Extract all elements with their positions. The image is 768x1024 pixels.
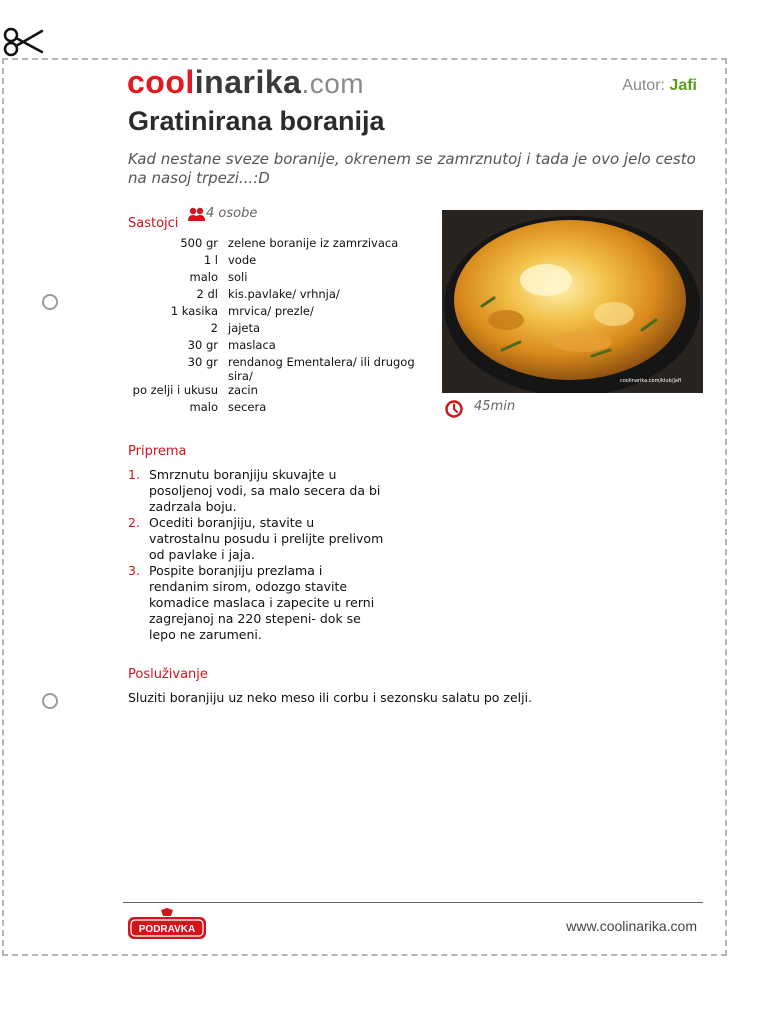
people-icon (188, 207, 206, 221)
ingredient-row: 500 gr zelene boranije iz zamrzivaca (180, 236, 399, 250)
ingredient-row: 30 gr maslaca (187, 338, 276, 352)
preparation-step: 1. Smrznutu boranjiju skuvajte u posoljenoj vodi, sa malo secera da bi zadrzala boju. (128, 467, 381, 514)
punch-hole-icon (42, 294, 58, 310)
clock-icon (444, 399, 464, 419)
ingredient-row: po zelji i ukusu zacin (132, 383, 258, 397)
preparation-step: 3. Pospite boranjiju prezlama i rendanim sirom, odozgo stavite komadice maslaca i zapecite u rerni zagrejanoj na 220 stepeni- dok se lepo ne zarumeni. (128, 563, 375, 642)
servings-count: 4 osobe (206, 206, 258, 221)
scissors-icon (2, 26, 44, 58)
recipe-intro: Kad nestane sveze boranije, okrenem se zamrznutoj i tada je ovo jelo cesto na nasoj trpezi...:D (128, 150, 696, 187)
ingredient-row: 1 l vode (203, 253, 257, 267)
ingredient-row: 2 jajeta (210, 321, 261, 335)
preparation-step: 2. Ocediti boranjiju, stavite u vatrostalnu posudu i prelijte prelivom od pavlake i jaja. (128, 515, 384, 562)
ingredients-table (128, 236, 418, 417)
photo-watermark: coolinarika.com/klub/Jafi (620, 378, 682, 384)
coolinarika-logo[interactable]: coolinarika.com (127, 64, 365, 100)
author-line: Autor: Jafi (622, 77, 697, 94)
ingredient-row: 2 dl kis.pavlake/ vrhnja/ (196, 287, 340, 301)
serving-text: Sluziti boranjiju uz neko meso ili corbu i sezonsku salatu po zelji. (128, 690, 533, 705)
ingredients-heading: Sastojci (128, 216, 179, 231)
ingredient-row: malo soli (189, 270, 248, 284)
serving-heading: Posluživanje (128, 667, 208, 682)
cook-time-value: 45min (474, 399, 516, 414)
svg-text:PODRAVKA: PODRAVKA (138, 924, 196, 935)
ingredient-row: malo secera (189, 400, 267, 414)
recipe-title: Gratinirana boranija (128, 106, 385, 136)
footer-website[interactable]: www.coolinarika.com (566, 918, 697, 934)
preparation-steps (128, 467, 388, 643)
ingredient-row: 30 gr rendanog Ementalera/ ili drugog sira/ (187, 355, 415, 383)
preparation-heading: Priprema (128, 444, 187, 459)
footer-divider (123, 902, 703, 903)
ingredient-row: 1 kasika mrvica/ prezle/ (170, 304, 314, 318)
author-name[interactable]: Jafi (669, 77, 697, 94)
recipe-photo (442, 210, 703, 393)
podravka-logo[interactable] (127, 908, 207, 942)
punch-hole-icon (42, 693, 58, 709)
